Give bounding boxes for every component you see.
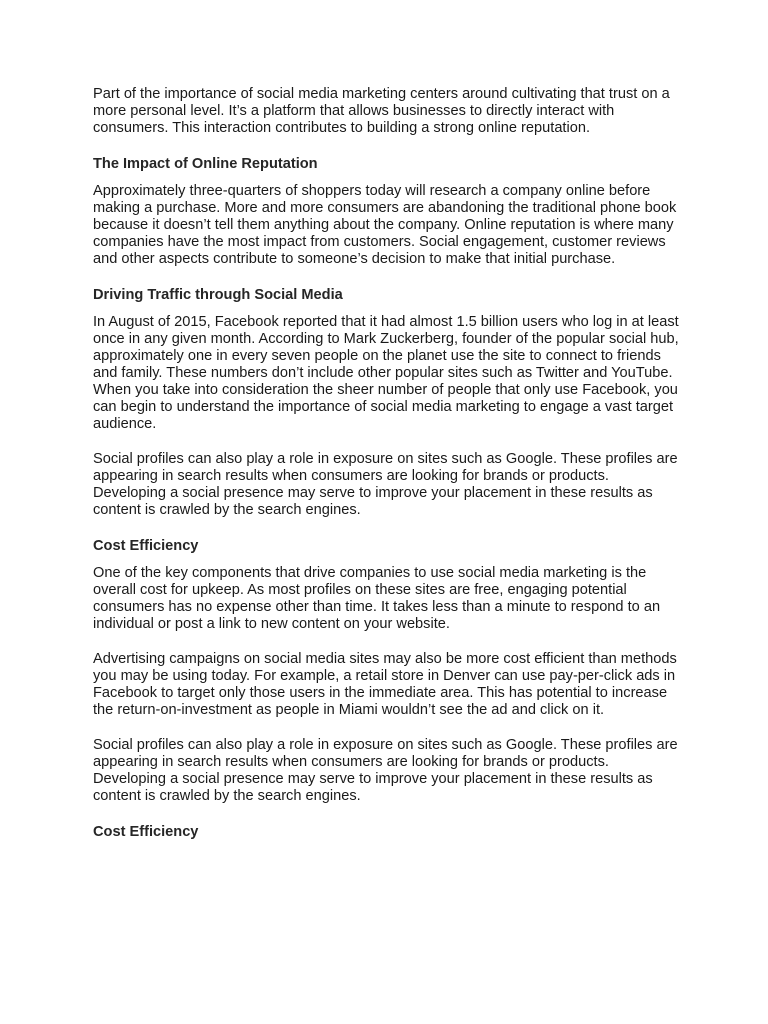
paragraph-facebook-users: In August of 2015, Facebook reported that it had almost 1.5 billion users who log in at least once in any given month. According to Mark Zuckerberg, founder of the popular social hub, approximately one in every seven people on the planet use the site to connect to friends and family. These numbers don’t include other popular sites such as Twitter and YouTube. When you take into consideration the sheer number of people that only use Facebook, you can begin to understand the importance of social media marketing to engage a vast target audience. xyxy=(93,314,679,432)
paragraph-upkeep-cost: One of the key components that drive companies to use social media marketing is the overall cost for upkeep. As most profiles on these sites are free, engaging potential consumers has no expense other than time. It takes less than a minute to respond to an individual or post a link to new content on your website. xyxy=(93,565,661,632)
heading-cost-efficiency-repeat: Cost Efficiency xyxy=(93,824,199,840)
heading-cost-efficiency: Cost Efficiency xyxy=(93,538,199,554)
paragraph-social-profiles-repeat: Social profiles can also play a role in exposure on sites such as Google. These profiles are appearing in search results when consumers are looking for brands or products. Developing a social presence may serve to improve your placement in these results as content is crawled by the search engines. xyxy=(93,737,678,804)
paragraph-advertising-campaigns: Advertising campaigns on social media sites may also be more cost efficient than methods you may be using today. For example, a retail store in Denver can use pay-per-click ads in Facebook to target only those users in the immediate area. This has potential to increase the return-on-investment as people in Miami wouldn’t see the ad and click on it. xyxy=(93,651,677,718)
paragraph-social-profiles: Social profiles can also play a role in exposure on sites such as Google. These profiles are appearing in search results when consumers are looking for brands or products. Developing a social presence may serve to improve your placement in these results as content is crawled by the search engines. xyxy=(93,451,678,518)
paragraph-online-reputation: Approximately three-quarters of shoppers today will research a company online before making a purchase. More and more consumers are abandoning the traditional phone book because it doesn’t tell them anything about the company. Online reputation is where many companies have the most impact from customers. Social engagement, customer reviews and other aspects contribute to someone’s decision to make that initial purchase. xyxy=(93,183,677,267)
document-body xyxy=(93,86,683,841)
heading-online-reputation: The Impact of Online Reputation xyxy=(93,156,318,172)
heading-driving-traffic: Driving Traffic through Social Media xyxy=(93,287,343,303)
paragraph-intro: Part of the importance of social media marketing centers around cultivating that trust on a more personal level. It’s a platform that allows businesses to directly interact with consumers. This interaction contributes to building a strong online reputation. xyxy=(93,86,670,136)
